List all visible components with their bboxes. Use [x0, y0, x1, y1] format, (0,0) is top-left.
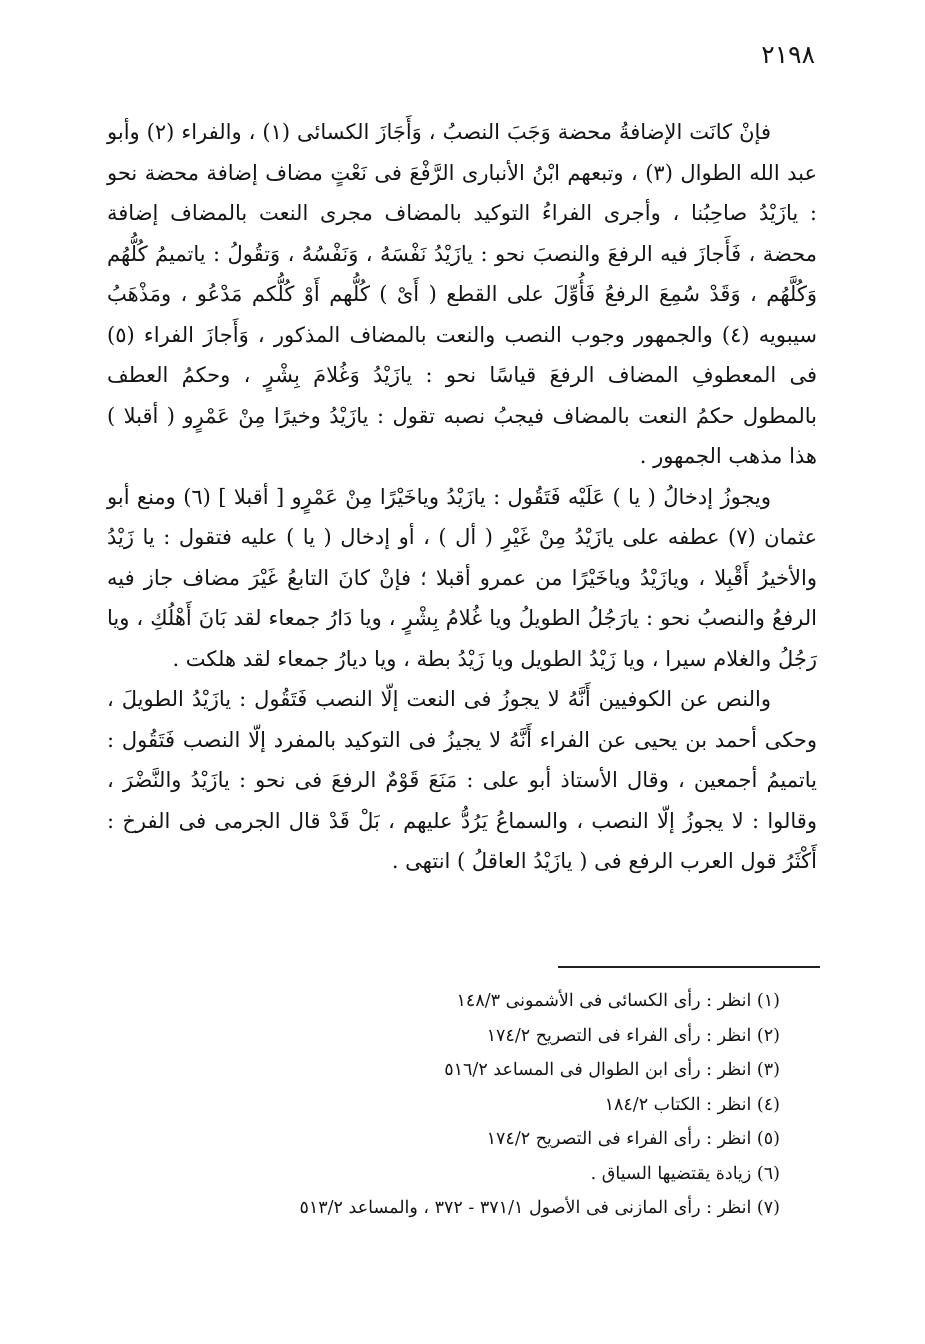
paragraph: والنص عن الكوفيين أَنَّهُ لا يجوزُ فى النعت إلّا النصب فَتَقُول : يازَيْدُ الطويلَ ، وحكى أحمد بن يحيى عن الفراء أَنَّهُ لا يجيزُ فى التوكيد بالمفرد إلّا النصب فَتَقُول : ياتميمُ أجمعين ، وقال الأستاذ أبو على : مَنَعَ قَوْمٌ الرفعَ فى نحو : يازَيْدُ والنَّضْرَ ، وقالوا : لا يجوزُ إلّا النصب ، والسماعُ يَرُدُّ عليهم ، بَلْ قَدْ قال الجرمى فى الفرخ : أَكْثَرُ قول العرب الرفع فى ( يازَيْدُ العاقلُ ) انتهى . [107, 687, 817, 873]
footnote-item: (٢) انظر : رأى الفراء فى التصريح ١٧٤/٢ [486, 1025, 780, 1046]
footnote-item: (١) انظر : رأى الكسائى فى الأشمونى ١٤٨/٣ [456, 991, 780, 1011]
footnote-item: (٣) انظر : رأى ابن الطوال فى المساعد ٥١٦/٢ [444, 1060, 780, 1080]
main-text [107, 112, 817, 882]
footnote-item: (٦) زيادة يقتضيها السياق . [590, 1163, 780, 1184]
footnote-item: (٧) انظر : رأى المازنى فى الأصول ٣٧١/١ - ٣٧٢ ، والمساعد ٥١٣/٢ [299, 1198, 780, 1218]
paragraph: ويجوزُ إدخالُ ( يا ) عَلَيْه فَتَقُول : يازَيْدُ وياخَيْرًا مِنْ عَمْرٍو [ أقبلا ] (٦) ومنع أبو عثمان (٧) عطفه على يازَيْدُ مِنْ غَيْرِ ( أل ) ، أو إدخال ( يا ) عليه فتقول : يا زَيْدُ والأخيرُ أَقْبِلا ، ويازَيْدُ وياخَيْرًا من عمرو أقبلا ؛ فإنْ كانَ التابعُ غَيْرَ مضاف جاز فيه الرفعُ والنصبُ نحو : يارَجُلُ الطويلُ ويا غُلامُ بِشْرٍ ، ويا دَارُ جمعاء لقد بَانَ أَهْلُكِ ، ويا رَجُلُ والغلام سيرا ، ويا زَيْدُ الطويل ويا زَيْدُ بطة ، ويا ديارُ جمعاء لقد هلكت . [107, 484, 818, 671]
footnote-item: (٤) انظر : الكتاب ١٨٤/٢ [604, 1094, 780, 1115]
footnote-separator [558, 966, 820, 968]
footnote-item: (٥) انظر : رأى الفراء فى التصريح ١٧٤/٢ [486, 1129, 780, 1149]
page-number: ٢١٩٨ [761, 40, 815, 69]
paragraph: فإنْ كانَت الإضافةُ محضة وَجَبَ النصبُ ، وَأَجَازَ الكسائى (١) ، والفراء (٢) وأبو عبد الله الطوال (٣) ، وتبعهم ابْنُ الأنبارى الرَّفْعَ فى نَعْتٍ مضاف إضافة محضة نحو : يازَيْدُ صاحِبُنا ، وأجرى الفراءُ التوكيد بالمضاف مجرى النعت بالمضاف إضافة محضة ، فَأَجازَ فيه الرفعَ والنصبَ نحو : يازَيْدُ نَفْسَهُ ، وَنَفْسُهُ ، وَتقُولُ : ياتميمُ كُلُّهُم وَكُلَّهُم ، وَقَدْ سُمِعَ الرفعُ فَأُوِّلَ على القطع ( أَىْ ) كُلُّهم أَوْ كُلُّكم مَدْعُو ، ومَذْهَبُ سيبويه (٤) والجمهور وجوب النصب والنعت بالمضاف المذكور ، وَأَجازَ الفراء (٥) فى المعطوفِ المضاف الرفعَ قياسًا نحو : يازَيْدُ وَغُلامَ بِشْرٍ ، وحكمُ العطف بالمطول حكمُ النعت بالمضاف فيجبُ نصبه تقول : يازَيْدُ وخيرًا مِنْ عَمْرٍو ( أقبلا ) هذا مذهب الجمهور . [107, 120, 817, 468]
footnotes-list [140, 984, 780, 1226]
